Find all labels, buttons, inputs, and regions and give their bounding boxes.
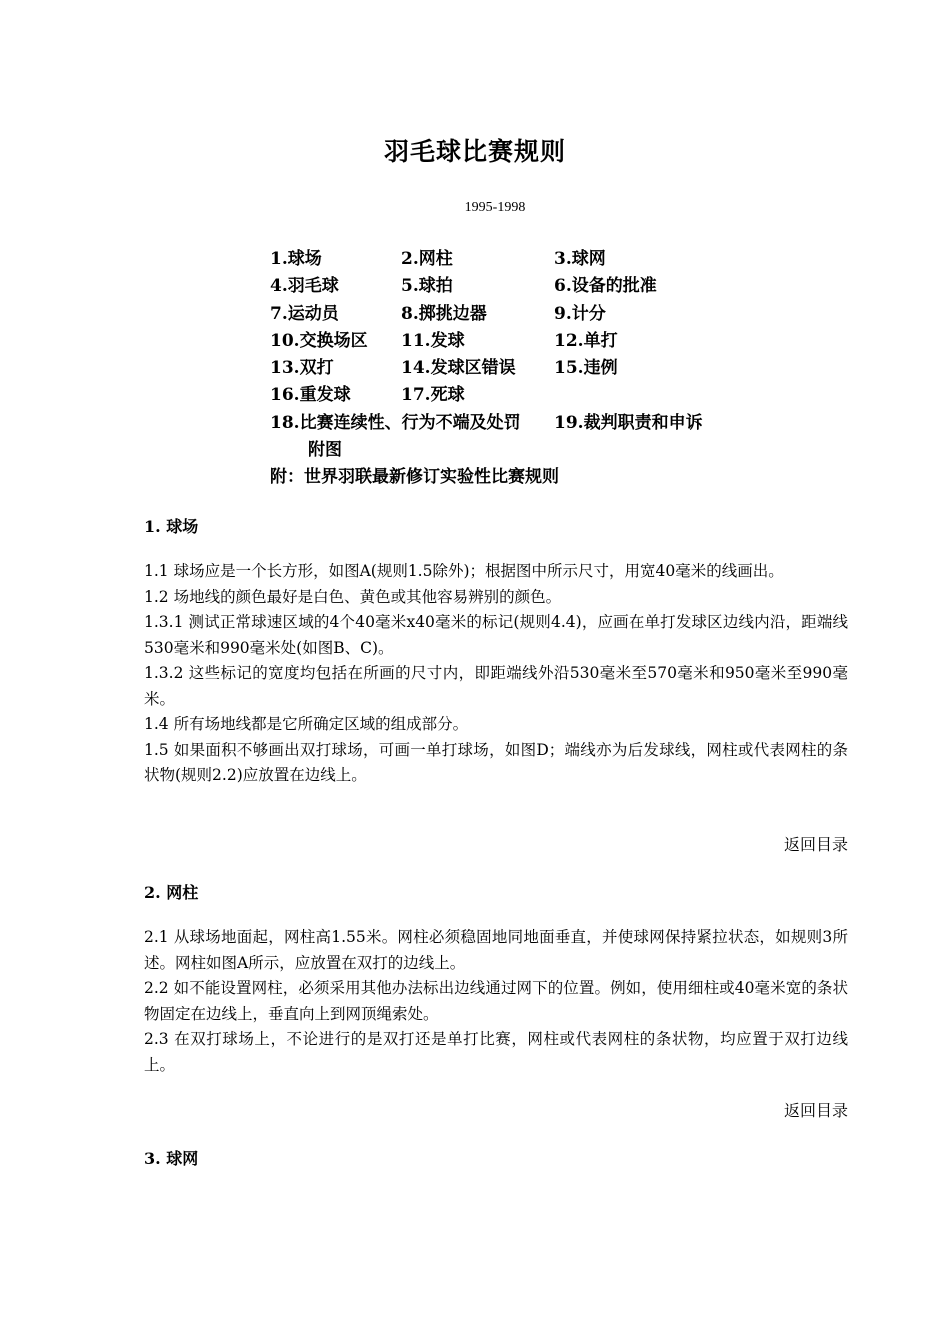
- toc-link-10[interactable]: 10.交换场区: [270, 330, 368, 351]
- toc-link-19[interactable]: 19.裁判职责和申诉: [554, 412, 703, 433]
- back-to-toc-link[interactable]: 返回目录: [783, 1101, 848, 1120]
- toc-link-18[interactable]: 18.比赛连续性、行为不端及处罚: [270, 412, 521, 433]
- section-heading-1: 1. 球场: [144, 517, 199, 536]
- back-to-toc-link[interactable]: 返回目录: [783, 835, 848, 854]
- toc-link-9[interactable]: 9.计分: [554, 303, 606, 324]
- toc-row: [270, 408, 790, 435]
- section-heading-2: 2. 网柱: [144, 883, 199, 902]
- toc-link-11[interactable]: 11.发球: [401, 330, 465, 351]
- toc-link-16[interactable]: 16.重发球: [270, 385, 351, 406]
- toc-row: [270, 380, 790, 407]
- toc-row: [270, 271, 790, 298]
- toc-row: [270, 299, 790, 326]
- toc-link-12[interactable]: 12.单打: [554, 330, 618, 351]
- toc-link-8[interactable]: 8.掷挑边器: [401, 303, 487, 324]
- toc-link-1[interactable]: 1.球场: [270, 249, 322, 269]
- rule-paragraph: 1.2 场地线的颜色最好是白色、黄色或其他容易辨别的颜色。: [144, 587, 562, 606]
- toc-link-5[interactable]: 5.球拍: [401, 276, 453, 297]
- toc-link-7[interactable]: 7.运动员: [270, 303, 339, 324]
- toc-link-13[interactable]: 13.双打: [270, 358, 334, 379]
- rule-paragraph: 1.3.1 测试正常球速区域的4个40毫米x40毫米的标记(规则4.4)，应画在单打发球区边线内沿，距端线530毫米和990毫米处(如图B、C)。: [144, 613, 848, 657]
- rule-paragraph: 2.1 从球场地面起，网柱高1.55米。网柱必须稳固地同地面垂直，并使球网保持紧拉状态，如规则3所述。网柱如图A所示，应放置在双打的边线上。: [144, 928, 848, 972]
- rule-paragraph: 1.1 球场应是一个长方形，如图A(规则1.5除外)；根据图中所示尺寸，用宽40毫米的线画出。: [144, 562, 784, 580]
- section-body-1: [144, 559, 848, 789]
- rule-paragraph: 1.4 所有场地线都是它所确定区域的组成部分。: [144, 715, 469, 733]
- rule-paragraph: 1.5 如果面积不够画出双打球场，可画一单打球场，如图D；端线亦为后发球线，网柱或代表网柱的条状物(规则2.2)应放置在边线上。: [144, 740, 848, 784]
- document-title: 羽毛球比赛规则: [383, 137, 566, 166]
- toc-row: [270, 244, 790, 271]
- rule-paragraph: 2.3 在双打球场上，不论进行的是双打还是单打比赛，网柱或代表网柱的条状物，均应置于双打边线上。: [144, 1030, 848, 1074]
- section-heading-3: 3. 球网: [144, 1149, 199, 1168]
- toc-link-2[interactable]: 2.网柱: [401, 249, 453, 269]
- toc-link-14[interactable]: 14.发球区错误: [401, 358, 516, 379]
- toc-link-15[interactable]: 15.违例: [554, 358, 618, 379]
- rule-paragraph: 2.2 如不能设置网柱，必须采用其他办法标出边线通过网下的位置。例如，使用细柱或40毫米宽的条状物固定在边线上，垂直向上到网顶绳索处。: [144, 979, 848, 1023]
- toc-row: [270, 353, 790, 380]
- section-body-2: [144, 925, 848, 1078]
- toc-link-figures[interactable]: 附图: [308, 440, 342, 461]
- toc-link-4[interactable]: 4.羽毛球: [270, 276, 339, 297]
- document-years: 1995-1998: [464, 200, 526, 215]
- toc-link-6[interactable]: 6.设备的批准: [554, 276, 657, 297]
- toc-link-3[interactable]: 3.球网: [554, 249, 606, 269]
- toc-row: [270, 326, 790, 353]
- toc-link-appendix[interactable]: 附：世界羽联最新修订实验性比赛规则: [270, 467, 559, 488]
- toc-link-17[interactable]: 17.死球: [401, 385, 465, 406]
- table-of-contents: [270, 244, 790, 490]
- rule-paragraph: 1.3.2 这些标记的宽度均包括在所画的尺寸内，即距端线外沿530毫米至570毫米和950毫米至990毫米。: [144, 664, 848, 708]
